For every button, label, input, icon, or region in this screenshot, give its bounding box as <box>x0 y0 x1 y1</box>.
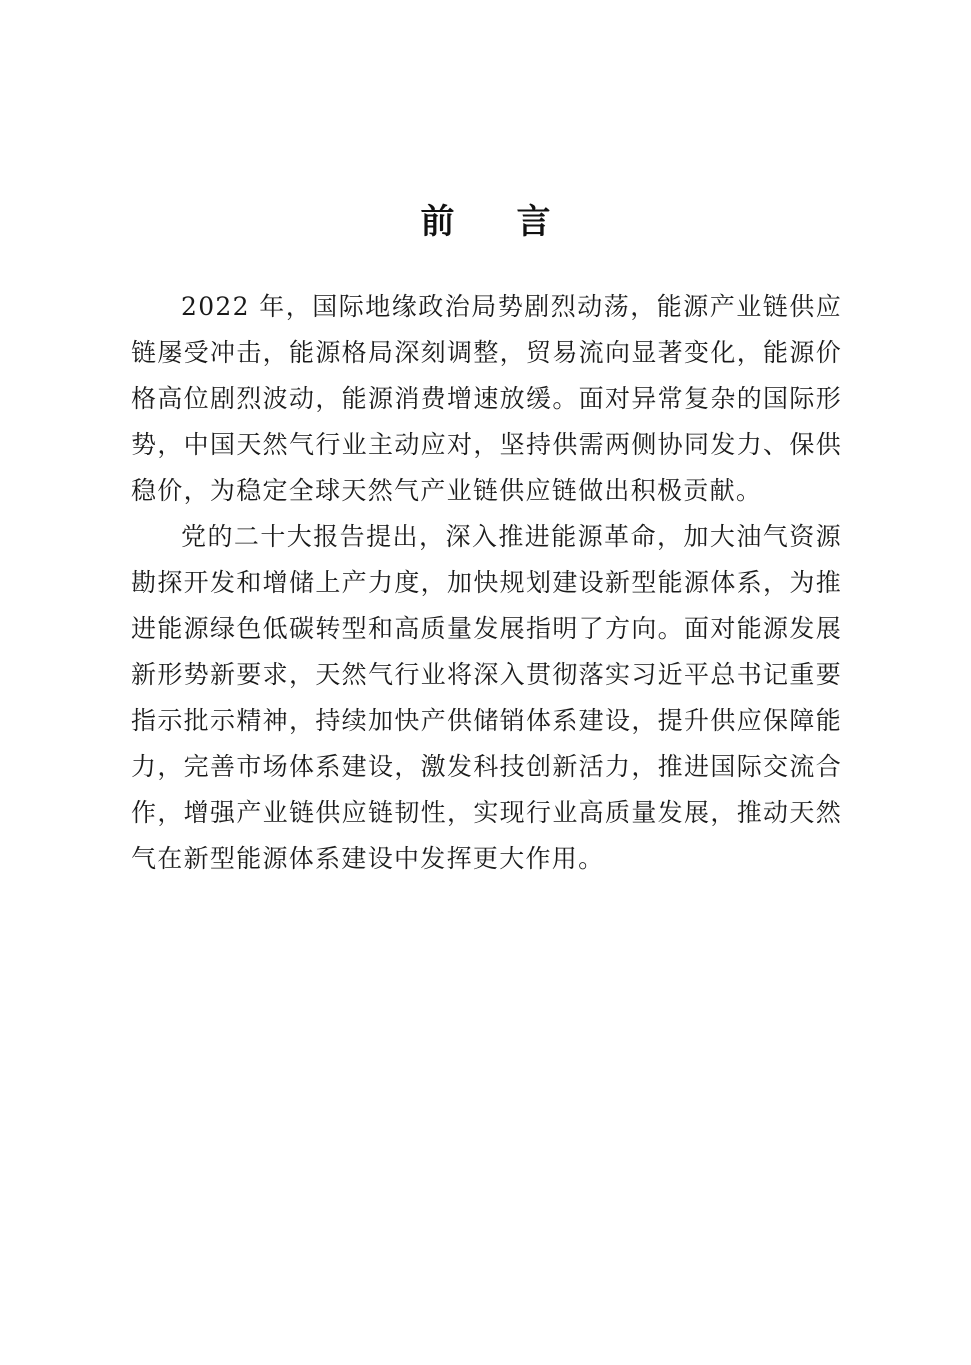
page-title: 前言 <box>420 202 613 242</box>
paragraph-1: 2022 年，国际地缘政治局势剧烈动荡，能源产业链供应链屡受冲击，能源格局深刻调整，贸易流向显著变化，能源价格高位剧烈波动，能源消费增速放缓。面对异常复杂的国际形势，中国天然气行业主动应对，坚持供需两侧协同发力、保供稳价，为稳定全球天然气产业链供应链做出积极贡献。 <box>131 292 842 505</box>
preface-body <box>131 284 842 882</box>
paragraph-2: 党的二十大报告提出，深入推进能源革命，加大油气资源勘探开发和增储上产力度，加快规划建设新型能源体系，为推进能源绿色低碳转型和高质量发展指明了方向。面对能源发展新形势新要求，天然气行业将深入贯彻落实习近平总书记重要指示批示精神，持续加快产供储销体系建设，提升供应保障能力，完善市场体系建设，激发科技创新活力，推进国际交流合作，增强产业链供应链韧性，实现行业高质量发展，推动天然气在新型能源体系建设中发挥更大作用。 <box>131 522 842 873</box>
